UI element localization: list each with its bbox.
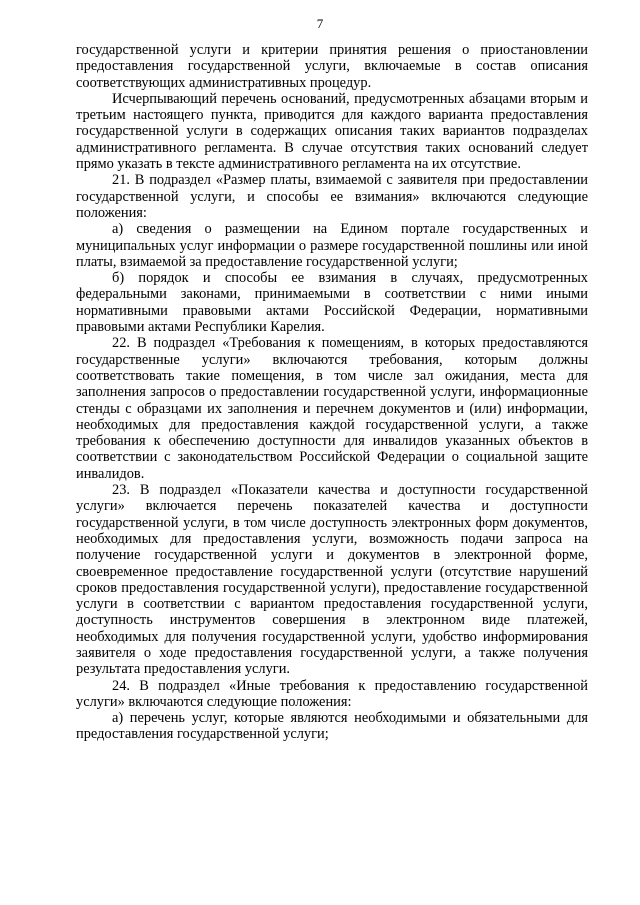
- paragraph-21-b: б) порядок и способы ее взимания в случаях, предусмотренных федеральными законами, принимаемыми в соответствии с ними иными нормативными правовыми актами Российской Федерации, нормативными правовыми актами Республики Карелия.: [76, 270, 588, 336]
- paragraph-21: 21. В подраздел «Размер платы, взимаемой с заявителя при предоставлении государственной услуги, и способы ее взимания» включаются следующие положения:: [76, 172, 588, 221]
- document-body: [76, 42, 588, 743]
- paragraph-23: 23. В подраздел «Показатели качества и доступности государственной услуги» включается перечень показателей качества и доступности государственной услуги, в том числе доступность электронных форм документов, необходимых для предоставления услуги, возможность подачи запроса на получение государственной услуги и документов в электронной форме, своевременное предоставление государственной услуги (отсутствие нарушений сроков предоставления государственной услуги), предоставление государственной услуги в соответствии с вариантом предоставления государственной услуги, доступность инструментов совершения в электронном виде платежей, необходимых для получения государственной услуги, удобство информирования заявителя о ходе предоставления государственной услуги, а также получения результата предоставления услуги.: [76, 482, 588, 678]
- paragraph-21-a: а) сведения о размещении на Едином портале государственных и муниципальных услуг информации о размере государственной пошлины или иной платы, взимаемой за предоставление государственной услуги;: [76, 221, 588, 270]
- paragraph-24-a: а) перечень услуг, которые являются необходимыми и обязательными для предоставления государственной услуги;: [76, 710, 588, 743]
- page-number: 7: [316, 16, 324, 31]
- paragraph-exhaustive-list: Исчерпывающий перечень оснований, предусмотренных абзацами вторым и третьим настоящего пункта, приводится для каждого варианта предоставления государственной услуги в содержащих описания таких вариантов подразделах административного регламента. В случае отсутствия таких оснований следует прямо указать в тексте административного регламента на их отсутствие.: [76, 90, 588, 173]
- paragraph-24: 24. В подраздел «Иные требования к предоставлению государственной услуги» включаются следующие положения:: [76, 677, 588, 710]
- paragraph-22: 22. В подраздел «Требования к помещениям, в которых предоставляются государственные услуги» включаются требования, которым должны соответствовать такие помещения, в том числе зал ожидания, места для заполнения запросов о предоставлении государственной услуги, информационные стенды с образцами их заполнения и перечнем документов и (или) информации, необходимых для предоставления каждой государственной услуги, а также требования к обеспечению доступности для инвалидов указанных объектов в соответствии с законодательством Российской Федерации о социальной защите инвалидов.: [76, 335, 588, 482]
- paragraph-continuation: государственной услуги и критерии принятия решения о приостановлении предоставления государственной услуги, включаемые в состав описания соответствующих административных процедур.: [76, 42, 588, 91]
